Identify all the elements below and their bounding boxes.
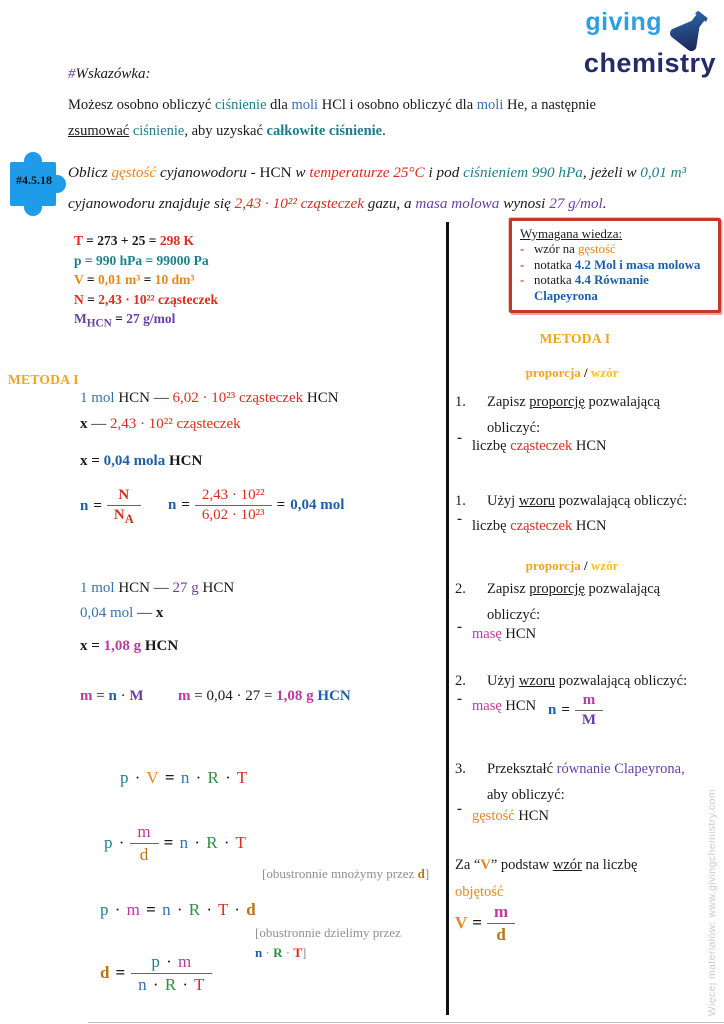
step-2-proportion-line-2: obliczyć: <box>487 607 541 623</box>
fraction-molecule-count: $\frac{\text{2,43 · 10²²}}{\text{6,02 · 10²³}}$ <box>195 487 272 525</box>
bullet-mass: masę HCN <box>472 698 537 714</box>
header-proporcja-wzor-1: proporcja / wzór <box>525 365 619 380</box>
hint-body: Możesz osobno obliczyć ciśnienie dla moli HCl i osobno obliczyć dla moli He, a następnie zsumować ciśnienie, aby uzyskać całkowite ciśnienie. <box>68 97 596 139</box>
dash-bullet: - <box>457 801 462 817</box>
task-id: #4.5.18 <box>16 173 52 187</box>
bullet-mass: masę HCN <box>472 626 537 642</box>
dash-bullet: - <box>520 242 525 256</box>
formula-pm-equals-nrtd: p · m = n · R · T · d <box>100 900 257 919</box>
bullet-density: gęstość HCN <box>472 808 549 824</box>
formula-n-equals-m-over-M <box>548 692 603 730</box>
dash-bullet: - <box>457 619 462 635</box>
required-item-text: notatka 4.2 Mol i masa molowa <box>534 257 701 272</box>
formula-clapeyron: p · V = n · R · T <box>120 768 249 787</box>
equals: = <box>115 963 127 983</box>
step-3-transform-line-2: aby obliczyć: <box>487 787 565 803</box>
annotation-multiply: [obustronnie mnożymy przez d] <box>262 866 430 881</box>
equals: = <box>276 497 286 514</box>
equals: = <box>181 497 190 514</box>
required-knowledge-box <box>509 218 721 313</box>
bullet-molecule-count: liczbę cząsteczek HCN <box>472 518 607 534</box>
logo-word-giving: giving <box>585 8 662 36</box>
substitute-v-line-2: objętość <box>455 884 504 900</box>
formula-m-definition: m = n · M <box>80 688 144 704</box>
dash-bullet: - <box>457 430 462 446</box>
substitute-v-line-1: Za “V” podstaw wzór na liczbę <box>455 857 638 873</box>
result-mass: x = 1,08 g HCN <box>80 638 179 654</box>
hint-title: #Wskazówka: <box>68 66 151 82</box>
step-2-formula: Użyj wzoru pozwalającą obliczyć: <box>487 673 688 689</box>
required-item <box>520 258 710 274</box>
step-1-proportion-line-2: obliczyć: <box>487 420 541 436</box>
rhs-nrt: = n · R · T <box>163 833 247 853</box>
formula-V-equals-m-over-d <box>455 902 515 944</box>
task-text: Oblicz gęstość cyjanowodoru - HCN w temperaturze 25°C i pod ciśnieniem 990 hPa, jeżeli w 0,01 m³ cyjanowodoru znajduje się 2,43 · 10²² cząsteczek gazu, a masa molowa wynosi 27 g/mol. <box>68 164 687 212</box>
metoda-label-right: METODA I <box>539 331 611 346</box>
step-number: 2. <box>455 673 466 689</box>
var-d: d <box>100 963 111 983</box>
fraction-N-over-NA: $\frac{N}{N_A}$ <box>107 487 141 527</box>
var-n: n <box>548 702 557 719</box>
fraction-m-over-d: $\frac{m}{d}$ <box>487 902 515 944</box>
lhs-p-dot: p · <box>104 833 126 853</box>
var-V: V <box>455 913 468 933</box>
annotation-divide-line-1: [obustronnie dzielimy przez <box>255 925 401 940</box>
fraction-m-over-d: $\frac{m}{d}$ <box>130 822 158 864</box>
formula-density-final <box>100 952 212 994</box>
formula-clapeyron-substituted <box>104 822 247 864</box>
step-number: 1. <box>455 394 466 410</box>
step-number: 2. <box>455 581 466 597</box>
given-volume: V = 0,01 m³ = 10 dm³ <box>74 272 195 288</box>
annotation-divide-line-2: n · R · T] <box>255 945 307 960</box>
required-item-text: wzór na gęstość <box>534 242 616 256</box>
required-item <box>520 273 710 304</box>
dash-bullet: - <box>520 273 525 287</box>
proportion-1-line-1: 1 mol HCN — 6,02 · 10²³ cząsteczek HCN <box>80 390 339 406</box>
step-1-formula: Użyj wzoru pozwalającą obliczyć: <box>487 493 688 509</box>
given-pressure: p = 990 hPa = 99000 Pa <box>74 252 209 268</box>
equals: = <box>93 498 102 515</box>
task-puzzle <box>4 148 66 218</box>
given-data <box>74 231 218 335</box>
required-item-text: notatka 4.4 Równanie Clapeyrona <box>534 273 649 303</box>
header-proporcja-wzor-2: proporcja / wzór <box>525 558 619 573</box>
metoda-label-left: METODA I <box>8 372 79 387</box>
watermark-url: Więcej materiałów: www.givingchemistry.com <box>706 788 718 1016</box>
given-molecules: N = 2,43 · 10²² cząsteczek <box>74 291 219 307</box>
step-2-proportion-line-1: Zapisz proporcję pozwalającą <box>487 581 661 597</box>
given-temperature: T = 273 + 25 = 298 K <box>74 233 194 248</box>
required-item <box>520 242 710 258</box>
dash-bullet: - <box>457 691 462 707</box>
logo <box>584 8 716 79</box>
formula-n-calculation <box>168 487 344 525</box>
given-molar-mass: $M_{HCN} = 27$ g/mol <box>74 311 176 331</box>
result-value: 0,04 mol <box>290 497 345 514</box>
proportion-1-line-2: x — 2,43 · 10²² cząsteczek <box>80 416 241 432</box>
step-number: 3. <box>455 761 466 777</box>
equals: = <box>472 913 482 933</box>
step-number: 1. <box>455 493 466 509</box>
dash-bullet: - <box>520 257 525 272</box>
dash-bullet: - <box>457 511 462 527</box>
fraction-m-over-M: $\frac{m}{M}$ <box>575 692 603 730</box>
proportion-2-line-2: 0,04 mol — x <box>80 605 164 621</box>
step-3-transform-line-1: Przekształć równanie Clapeyrona, <box>487 761 685 777</box>
result-moles: x = 0,04 mola HCN <box>80 453 203 469</box>
logo-word-chemistry: chemistry <box>583 48 716 78</box>
proportion-2-line-1: 1 mol HCN — 27 g HCN <box>80 580 235 596</box>
equals: = <box>561 702 570 719</box>
formula-m-calculation: m = 0,04 · 27 = 1,08 g HCN <box>178 688 351 704</box>
bullet-molecule-count: liczbę cząsteczek HCN <box>472 438 607 454</box>
required-knowledge-title: Wymagana wiedza: <box>520 226 623 241</box>
page-bottom-rule <box>88 1022 724 1023</box>
step-1-proportion-line-1: Zapisz proporcję pozwalającą <box>487 394 661 410</box>
var-n: n <box>80 498 89 515</box>
formula-n-definition <box>80 487 141 527</box>
var-n: n <box>168 497 177 514</box>
fraction-pm-over-nrt: $\frac{p \cdot m}{n \cdot R \cdot T}$ <box>131 952 212 994</box>
